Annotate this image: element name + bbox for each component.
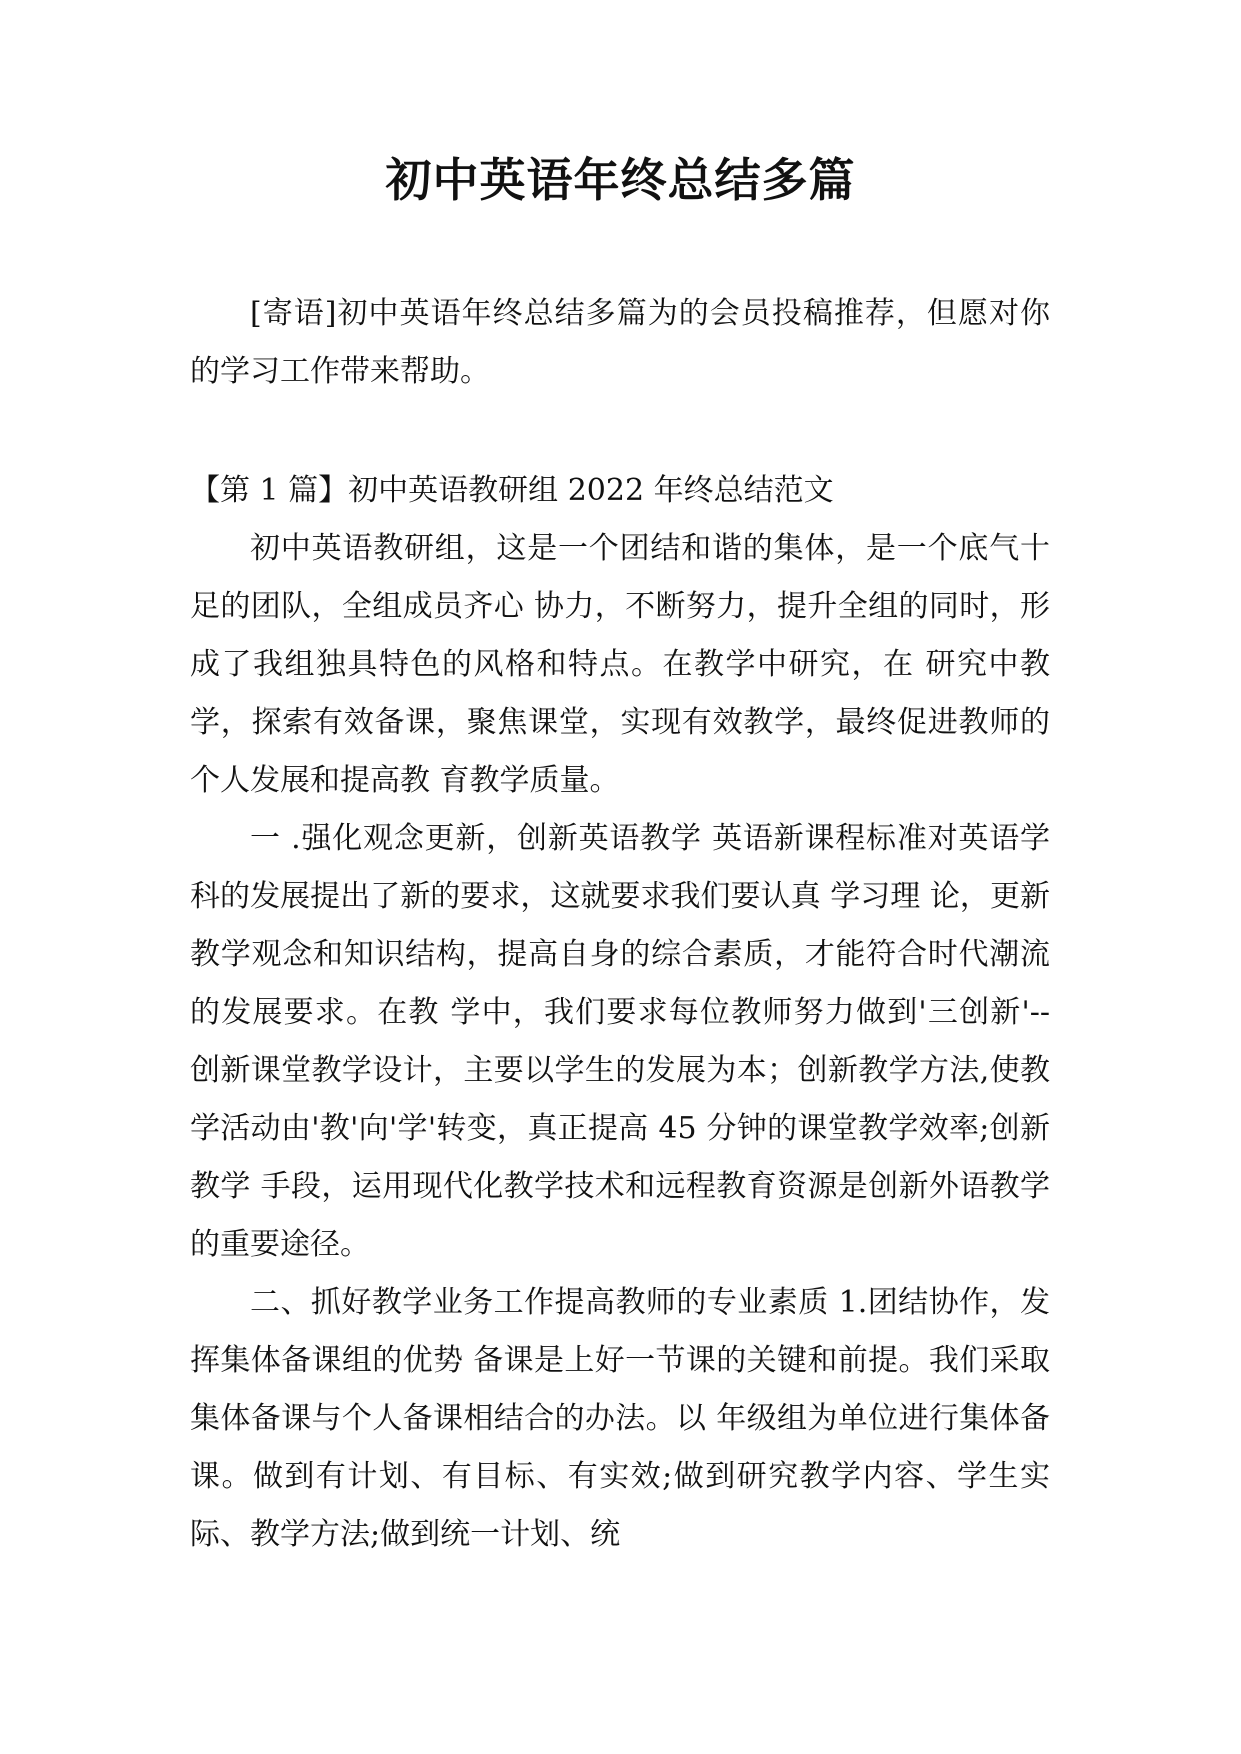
intro-paragraph: [寄语]初中英语年终总结多篇为的会员投稿推荐，但愿对你的学习工作带来帮助。 [190, 296, 1050, 389]
paragraph-2: 一 .强化观念更新，创新英语教学 英语新课程标准对英语学科的发展提出了新的要求，这就要求我们要认真 学习理 论，更新教学观念和知识结构，提高自身的综合素质，才能符合时代潮流的发展要求。在教 学中，我们要求每位教师努力做到'三创新'-- 创新课堂教学设计，主要以学生的发展为本；创新教学方法,使教学活动由'教'向'学'转变，真正提高 45 分钟的课堂教学效率;创新教学 手段，运用现代化教学技术和远程教育资源是创新外语教学的重要途径。 [190, 821, 1050, 1262]
section-heading: 【第 1 篇】初中英语教研组 2022 年终总结范文 [190, 473, 834, 508]
article-body [190, 462, 1050, 1564]
paragraph-3: 二、抓好教学业务工作提高教师的专业素质 1.团结协作，发挥集体备课组的优势 备课是上好一节课的关键和前提。我们采取集体备课与个人备课相结合的办法。以 年级组为单位进行集体备课。做到有计划、有目标、有实效;做到研究教学内容、学生实际、教学方法;做到统一计划、统 [190, 1285, 1050, 1552]
document-title: 初中英语年终总结多篇 [385, 153, 856, 207]
intro-block [190, 285, 1050, 401]
paragraph-1: 初中英语教研组，这是一个团结和谐的集体，是一个底气十足的团队，全组成员齐心 协力，不断努力，提升全组的同时，形成了我组独具特色的风格和特点。在教学中研究，在 研究中教学，探索有效备课，聚焦课堂，实现有效教学，最终促进教师的个人发展和提高教 育教学质量。 [190, 531, 1050, 798]
